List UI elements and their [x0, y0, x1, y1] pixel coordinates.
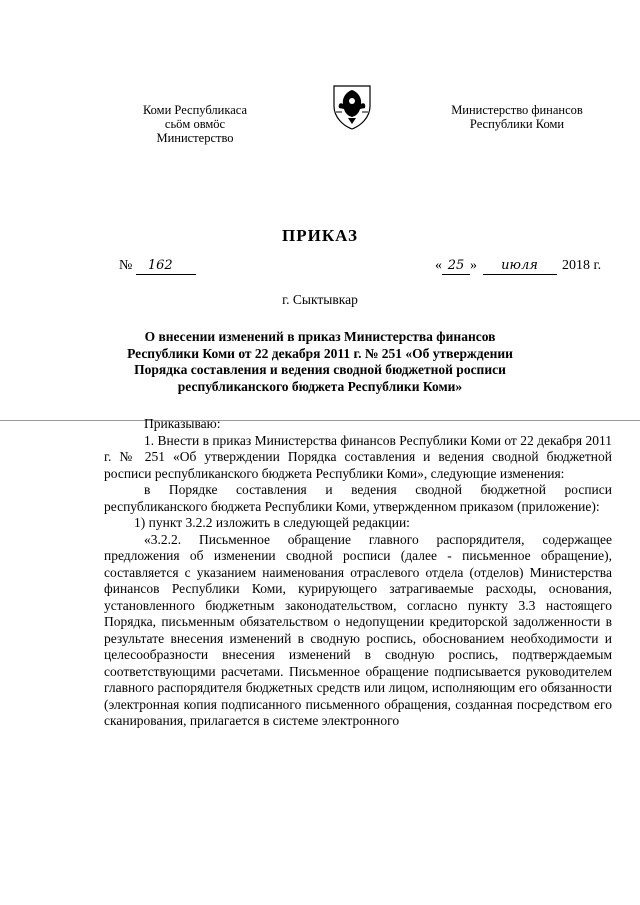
paragraph-1: 1. Внести в приказ Министерства финансов Республики Коми от 22 декабря 2011 г. № 251 «Об утверждении Порядка составления и ведения сводной бюджетной росписи республиканского бюджета Республики Коми», следующие изменения:	[104, 432, 612, 481]
date-day: 25	[442, 258, 470, 275]
document-body	[104, 416, 612, 730]
date-month: июля	[483, 258, 557, 275]
date-open-quote: «	[435, 258, 442, 273]
header-left-line-3: Министерство	[156, 131, 234, 145]
header-left-block	[128, 103, 262, 145]
number-prefix: №	[119, 258, 133, 273]
paragraph-3: 1) пункт 3.2.2 изложить в следующей редакции:	[134, 515, 410, 530]
header-right-block	[432, 103, 602, 131]
order-number	[119, 258, 196, 275]
paragraph-4: «3.2.2. Письменное обращение главного распорядителя, содержащее предложения об изменении сводной росписи (далее - письменное обращение), составляется с указанием наименования отраслевого отдела (отделов) Министерства финансов Республики Коми, курирующего затрагиваемые расходы, основания, установленного бюджетным законодательством, согласно пункту 3.3 настоящего Порядка, письменным обязательством о недопущении кредиторской задолженности в результате внесения изменений в сводную роспись, обоснованием необходимости и целесообразности внесения изменений в сводную роспись, подтверждаемым соответствующими расчетами. Письменное обращение подписывается руководителем главного распорядителя бюджетных средств или лицом, исполняющим его обязанности (электронная копия подписанного письменного обращения, созданная посредством его сканирования, прилагается в системе электронного	[104, 531, 612, 728]
header-right-line-1: Министерство финансов	[451, 103, 583, 117]
paragraph-order: Приказываю:	[144, 416, 221, 431]
paragraph-2: в Порядке составления и ведения сводной бюджетной росписи республиканского бюджета Республики Коми, утвержденном приказом (приложение):	[104, 482, 612, 514]
document-title: ПРИКАЗ	[282, 226, 358, 245]
city: г. Сыктывкар	[282, 292, 358, 307]
date-year: 2018 г.	[562, 258, 602, 273]
date-close-quote: »	[470, 258, 477, 273]
header-left-line-1: Коми Республикаса	[142, 103, 248, 117]
order-date	[435, 258, 601, 275]
document-subject: О внесении изменений в приказ Министерства финансов Республики Коми от 22 декабря 2011 г. № 251 «Об утверждении Порядка составления и ведения сводной бюджетной росписи республиканского бюджета Республики Коми»	[127, 329, 513, 394]
number-value: 162	[136, 258, 196, 275]
header-left-line-2: сьӧм овмӧс	[164, 117, 226, 131]
coat-of-arms-icon	[330, 82, 374, 130]
header-right-line-2: Республики Коми	[469, 117, 565, 131]
